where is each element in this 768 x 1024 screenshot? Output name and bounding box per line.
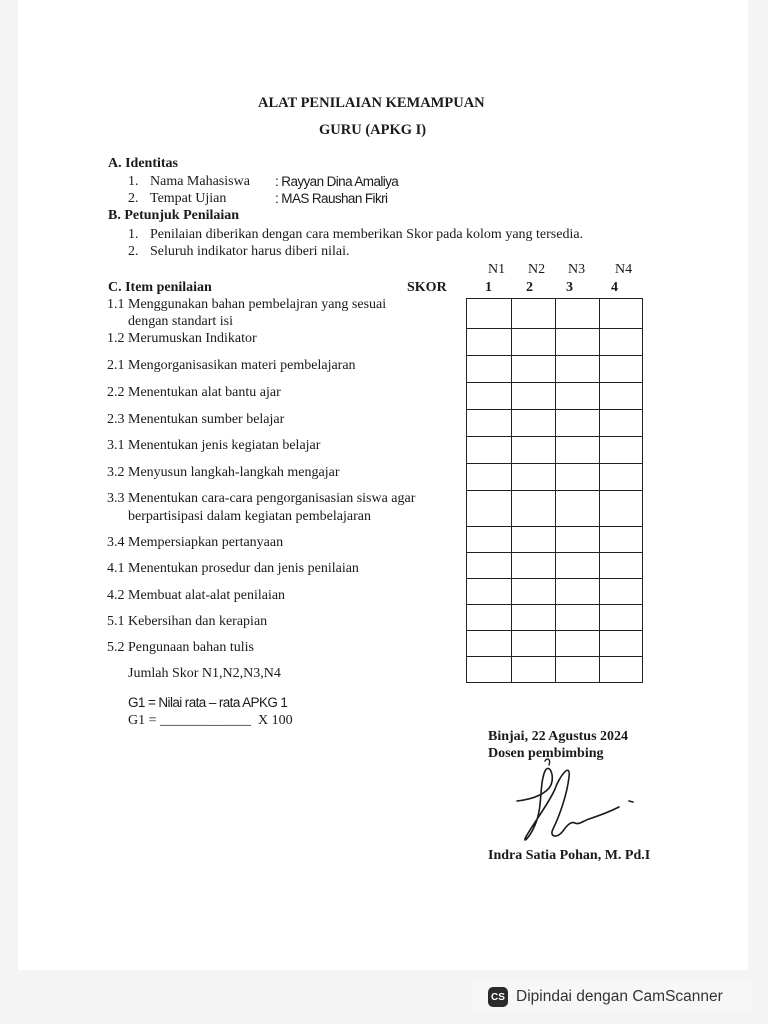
score-cell: [600, 299, 643, 329]
score-cell: [512, 527, 556, 553]
score-cell: [512, 464, 556, 491]
section-items-heading: C. Item penilaian: [108, 280, 212, 295]
score-cell: [467, 464, 512, 491]
identitas-value-name: : Rayyan Dina Amaliya: [275, 174, 399, 189]
score-cell: [600, 410, 643, 437]
item-3-3: 3.3 Menentukan cara-cara pengorganisasian siswa agar: [107, 491, 416, 506]
skor-label: SKOR: [407, 280, 447, 295]
section-identitas-heading: A. Identitas: [108, 156, 179, 171]
total-score-label: Jumlah Skor N1,N2,N3,N4: [128, 666, 281, 681]
identitas-label-name: Nama Mahasiswa: [150, 174, 250, 189]
score-cell: [556, 527, 600, 553]
score-cell: [600, 383, 643, 410]
score-cell: [600, 631, 643, 657]
signature-name: Indra Satia Pohan, M. Pd.I: [488, 848, 651, 863]
score-row: [467, 553, 643, 579]
item-1-2: 1.2 Merumuskan Indikator: [107, 331, 257, 346]
score-cell: [467, 299, 512, 329]
formula-suffix: X 100: [251, 713, 293, 728]
score-cell: [600, 527, 643, 553]
petunjuk-text-1: Penilaian diberikan dengan cara memberikan Skor pada kolom yang tersedia.: [150, 227, 584, 242]
score-row: [467, 410, 643, 437]
score-cell: [600, 657, 643, 683]
score-row: [467, 491, 643, 527]
score-cell: [600, 605, 643, 631]
score-cell: [467, 631, 512, 657]
item-2-3: 2.3 Menentukan sumber belajar: [107, 412, 285, 427]
item-1-1: 1.1 Menggunakan bahan pembelajran yang sesuai: [107, 297, 387, 312]
identitas-num-2: 2.: [128, 191, 139, 206]
score-cell: [512, 605, 556, 631]
item-3-3-cont: berpartisipasi dalam kegiatan pembelajaran: [128, 509, 371, 524]
item-4-1: 4.1 Menentukan prosedur dan jenis penilaian: [107, 561, 359, 576]
score-cell: [556, 491, 600, 527]
score-cell: [512, 631, 556, 657]
item-2-2: 2.2 Menentukan alat bantu ajar: [107, 385, 281, 400]
score-cell: [556, 605, 600, 631]
score-cell: [512, 356, 556, 383]
score-cell: [512, 299, 556, 329]
score-cell: [467, 356, 512, 383]
score-cell: [600, 464, 643, 491]
identitas-num-1: 1.: [128, 174, 139, 189]
item-5-1: 5.1 Kebersihan dan kerapian: [107, 614, 268, 629]
item-4-2: 4.2 Membuat alat-alat penilaian: [107, 588, 286, 603]
score-row: [467, 605, 643, 631]
document-title-line1: ALAT PENILAIAN KEMAMPUAN: [258, 95, 485, 111]
score-row: [467, 329, 643, 356]
score-cell: [556, 329, 600, 356]
score-cell: [467, 437, 512, 464]
section-petunjuk-heading: B. Petunjuk Penilaian: [108, 208, 240, 223]
column-number-4: 4: [611, 280, 618, 295]
score-cell: [556, 631, 600, 657]
document-title-line2: GURU (APKG I): [319, 122, 427, 138]
score-cell: [512, 491, 556, 527]
column-header-n2: N2: [528, 262, 546, 277]
score-cell: [467, 605, 512, 631]
formula-line-1: G1 = Nilai rata – rata APKG 1: [128, 695, 288, 710]
score-cell: [512, 437, 556, 464]
score-cell: [556, 383, 600, 410]
score-cell: [512, 329, 556, 356]
score-cell: [556, 410, 600, 437]
score-row: [467, 437, 643, 464]
score-cell: [467, 579, 512, 605]
formula-line-2: [128, 713, 293, 729]
item-5-2: 5.2 Pengunaan bahan tulis: [107, 640, 254, 655]
score-cell: [600, 491, 643, 527]
score-row: [467, 631, 643, 657]
item-3-2: 3.2 Menyusun langkah-langkah mengajar: [107, 465, 340, 480]
score-row: [467, 464, 643, 491]
item-1-1-cont: dengan standart isi: [128, 314, 233, 329]
score-cell: [512, 579, 556, 605]
column-number-3: 3: [566, 280, 573, 295]
score-cell: [467, 410, 512, 437]
item-3-4: 3.4 Mempersiapkan pertanyaan: [107, 535, 284, 550]
identitas-label-place: Tempat Ujian: [150, 191, 227, 206]
score-cell: [467, 657, 512, 683]
score-cell: [556, 464, 600, 491]
score-cell: [467, 527, 512, 553]
score-row: [467, 527, 643, 553]
score-cell: [556, 553, 600, 579]
column-number-1: 1: [485, 280, 492, 295]
column-header-n4: N4: [615, 262, 633, 277]
score-cell: [600, 437, 643, 464]
score-cell: [467, 491, 512, 527]
score-row: [467, 383, 643, 410]
score-cell: [512, 553, 556, 579]
identitas-value-place: : MAS Raushan Fikri: [275, 191, 388, 206]
handwritten-signature: [505, 755, 645, 850]
petunjuk-text-2: Seluruh indikator harus diberi nilai.: [150, 244, 350, 259]
score-row: [467, 657, 643, 683]
item-3-1: 3.1 Menentukan jenis kegiatan belajar: [107, 438, 321, 453]
score-cell: [556, 657, 600, 683]
score-row: [467, 579, 643, 605]
column-number-2: 2: [526, 280, 533, 295]
score-cell: [467, 383, 512, 410]
formula-prefix: G1 =: [128, 713, 161, 728]
score-cell: [467, 553, 512, 579]
score-cell: [512, 657, 556, 683]
score-cell: [512, 410, 556, 437]
score-cell: [600, 356, 643, 383]
score-cell: [556, 579, 600, 605]
score-cell: [600, 329, 643, 356]
formula-blank: _____________: [160, 713, 252, 728]
column-header-n1: N1: [488, 262, 506, 277]
item-2-1: 2.1 Mengorganisasikan materi pembelajaran: [107, 358, 356, 373]
column-header-n3: N3: [568, 262, 586, 277]
signature-role: Dosen pembimbing: [488, 746, 604, 761]
petunjuk-num-1: 1.: [128, 227, 139, 242]
petunjuk-num-2: 2.: [128, 244, 139, 259]
score-cell: [556, 437, 600, 464]
camscanner-logo-icon: CS: [488, 987, 508, 1007]
score-row: [467, 299, 643, 329]
score-cell: [600, 579, 643, 605]
score-row: [467, 356, 643, 383]
score-cell: [600, 553, 643, 579]
score-cell: [556, 299, 600, 329]
camscanner-watermark: [472, 982, 752, 1012]
signature-place-date: Binjai, 22 Agustus 2024: [488, 729, 629, 744]
camscanner-label: Dipindai dengan CamScanner: [516, 988, 723, 1005]
score-cell: [467, 329, 512, 356]
score-cell: [556, 356, 600, 383]
score-cell: [512, 383, 556, 410]
score-table: [466, 298, 643, 683]
